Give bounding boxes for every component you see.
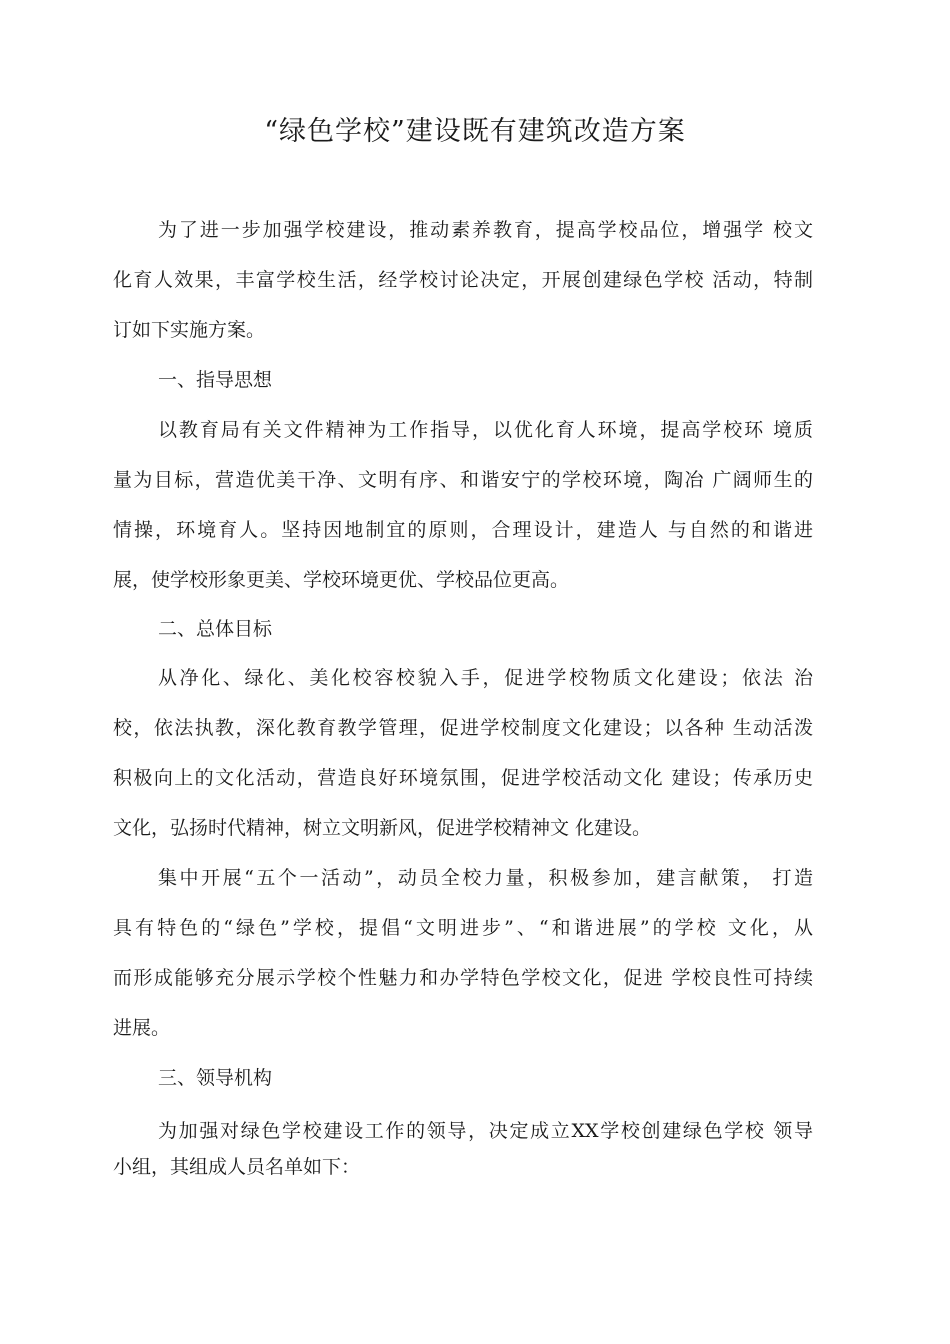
paragraph-line: 校，依法执教，深化教育教学管理，促进学校制度文化建设；以各种 生动活泼: [113, 717, 813, 739]
paragraph-line: 小组，其组成人员名单如下：: [113, 1156, 361, 1178]
overall-goal-paragraph-1: [113, 660, 813, 860]
paragraph-line: 情操，环境育人。坚持因地制宜的原则，合理设计，建造人 与自然的和谐进: [113, 519, 813, 541]
leadership-paragraph: [113, 1113, 813, 1199]
section-heading-leadership: 三、领导机构: [158, 1067, 273, 1089]
paragraph-line: 集中开展“五个一活动”，动员全校力量，积极参加，建言献策， 打造: [158, 867, 813, 889]
intro-paragraph: [113, 212, 813, 362]
intro-line: 为了进一步加强学校建设，推动素养教育，提高学校品位，增强学 校文: [158, 219, 813, 241]
intro-line: 订如下实施方案。: [113, 319, 266, 341]
paragraph-line: 具有特色的“绿色”学校，提倡“文明进步”、“和谐进展”的学校 文化，从: [113, 917, 813, 939]
paragraph-line: 积极向上的文化活动，营造良好环境氛围，促进学校活动文化 建设；传承历史: [113, 767, 813, 789]
paragraph-line: 进展。: [113, 1017, 171, 1039]
paragraph-line: 文化，弘扬时代精神，树立文明新风，促进学校精神文 化建设。: [113, 817, 652, 839]
paragraph-line: 而形成能够充分展示学校个性魅力和办学特色学校文化，促进 学校良性可持续: [113, 967, 813, 989]
guiding-thought-paragraph: [113, 412, 813, 612]
paragraph-line: 为加强对绿色学校建设工作的领导，决定成立XX学校创建绿色学校 领导: [158, 1120, 813, 1142]
overall-goal-paragraph-2: [113, 860, 813, 1060]
paragraph-line: 展，使学校形象更美、学校环境更优、学校品位更高。: [113, 569, 570, 591]
paragraph-line: 量为目标，营造优美干净、文明有序、和谐安宁的学校环境，陶冶 广阔师生的: [113, 469, 813, 491]
paragraph-line: 从净化、绿化、美化校容校貌入手，促进学校物质文化建设；依法 治: [158, 667, 813, 689]
document-title: “绿色学校”建设既有建筑改造方案: [264, 116, 686, 147]
intro-line: 化育人效果，丰富学校生活，经学校讨论决定，开展创建绿色学校 活动，特制: [113, 269, 813, 291]
section-heading-overall-goal: 二、总体目标: [158, 618, 273, 640]
section-heading-guiding-thought: 一、指导思想: [158, 369, 273, 391]
paragraph-line: 以教育局有关文件精神为工作指导，以优化育人环境，提高学校环 境质: [158, 419, 813, 441]
